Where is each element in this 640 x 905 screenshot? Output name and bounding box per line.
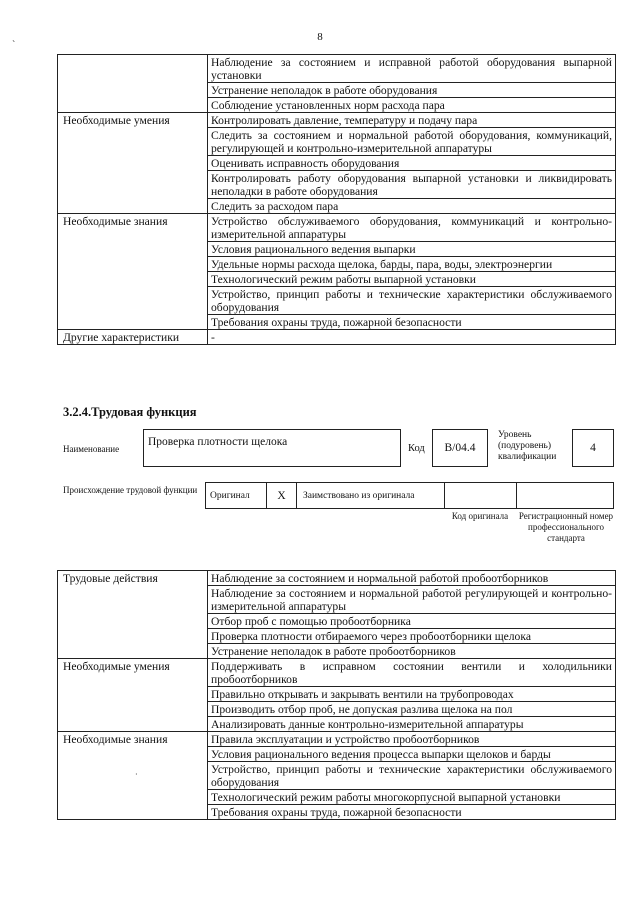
original-mark: X: [277, 489, 286, 502]
code-original-label: Код оригинала: [451, 511, 509, 521]
page-number: 8: [317, 31, 323, 43]
level-value-box: [572, 429, 614, 467]
borrowed-box: [296, 482, 445, 509]
bottom-table-row: [58, 659, 616, 687]
top-table-item: Условия рационального ведения выпарки: [208, 242, 616, 257]
top-table-row: [58, 330, 616, 345]
top-table-item: Контролировать работу оборудования выпарной установки и ликвидировать неполадки в работе оборудования: [208, 171, 616, 199]
bottom-table-item: Отбор проб с помощью пробоотборника: [208, 614, 616, 629]
bottom-table-item: Производить отбор проб, не допуская разлива щелока на пол: [208, 702, 616, 717]
bottom-table-row: [58, 571, 616, 586]
name-value-box: [143, 429, 401, 467]
bottom-table-item: Анализировать данные контрольно-измерительной аппаратуры: [208, 717, 616, 732]
reg-number-label: Регистрационный номер профессионального стандарта: [518, 511, 614, 543]
top-table-category-label: Другие характеристики: [58, 330, 208, 345]
margin-mark: `: [12, 40, 16, 51]
bottom-table-row: [58, 732, 616, 747]
borrowed-label: Заимствовано из оригинала: [303, 490, 415, 501]
margin-dot: ·: [135, 770, 138, 779]
bottom-table-category-label: Необходимые умения: [58, 659, 208, 732]
bottom-table-item: Устройство, принцип работы и технические характеристики обслуживаемого оборудования: [208, 762, 616, 790]
bottom-table-item: Наблюдение за состоянием и нормальной работой пробоотборников: [208, 571, 616, 586]
top-table-item: Контролировать давление, температуру и подачу пара: [208, 113, 616, 128]
original-label: Оригинал: [210, 490, 250, 501]
top-table-item: Наблюдение за состоянием и исправной работой оборудования выпарной установки: [208, 55, 616, 83]
origin-label: Происхождение трудовой функции: [63, 485, 198, 495]
top-table-item: Устройство обслуживаемого оборудования, коммуникаций и контрольно-измерительной аппаратуры: [208, 214, 616, 242]
code-original-box: [444, 482, 517, 509]
function-heading: 3.2.4.Трудовая функция: [63, 405, 197, 419]
top-table-row: [58, 214, 616, 242]
top-table-item: Следить за расходом пара: [208, 199, 616, 214]
top-table-item: Соблюдение установленных норм расхода пара: [208, 98, 616, 113]
bottom-table-item: Устранение неполадок в работе пробоотборников: [208, 644, 616, 659]
bottom-table-item: Условия рационального ведения процесса выпарки щелоков и барды: [208, 747, 616, 762]
code-label: Код: [408, 443, 425, 454]
bottom-table-category-label: Необходимые знания: [58, 732, 208, 820]
top-table-row: [58, 55, 616, 83]
code-value: B/04.4: [444, 442, 476, 454]
level-label: Уровень (подуровень) квалификации: [498, 430, 557, 462]
top-requirements-table: [57, 54, 616, 345]
top-table-item: Устранение неполадок в работе оборудования: [208, 83, 616, 98]
top-table-item: Технологический режим работы выпарной установки: [208, 272, 616, 287]
top-table-category-label: [58, 55, 208, 113]
bottom-table-item: Наблюдение за состоянием и нормальной работой регулирующей и контрольно-измерительной аппаратуры: [208, 586, 616, 614]
top-table-item: Следить за состоянием и нормальной работой оборудования, коммуникаций, регулирующей и контрольно-измерительной аппаратуры: [208, 128, 616, 156]
bottom-table-item: Технологический режим работы многокорпусной выпарной установки: [208, 790, 616, 805]
top-table-category-label: Необходимые умения: [58, 113, 208, 214]
top-table-item: Оценивать исправность оборудования: [208, 156, 616, 171]
code-value-box: [432, 429, 488, 467]
function-actions-table: [57, 570, 616, 820]
reg-number-box: [516, 482, 614, 509]
top-table-item: Требования охраны труда, пожарной безопасности: [208, 315, 616, 330]
level-value: 4: [590, 442, 596, 454]
original-mark-box: [266, 482, 297, 509]
top-table-item: Удельные нормы расхода щелока, барды, пара, воды, электроэнергии: [208, 257, 616, 272]
name-label: Наименование: [63, 444, 120, 454]
bottom-table-item: Поддерживать в исправном состоянии вентили и холодильники пробоотборников: [208, 659, 616, 687]
top-table-item: Устройство, принцип работы и технические характеристики обслуживаемого оборудования: [208, 287, 616, 315]
top-table-row: [58, 113, 616, 128]
bottom-table-item: Требования охраны труда, пожарной безопасности: [208, 805, 616, 820]
bottom-table-item: Правила эксплуатации и устройство пробоотборников: [208, 732, 616, 747]
bottom-table-item: Проверка плотности отбираемого через пробоотборники щелока: [208, 629, 616, 644]
bottom-table-category-label: Трудовые действия: [58, 571, 208, 659]
name-value: Проверка плотности щелока: [148, 436, 288, 448]
top-table-category-label: Необходимые знания: [58, 214, 208, 330]
bottom-table-item: Правильно открывать и закрывать вентили на трубопроводах: [208, 687, 616, 702]
top-table-item: -: [208, 330, 616, 345]
original-box: [205, 482, 267, 509]
